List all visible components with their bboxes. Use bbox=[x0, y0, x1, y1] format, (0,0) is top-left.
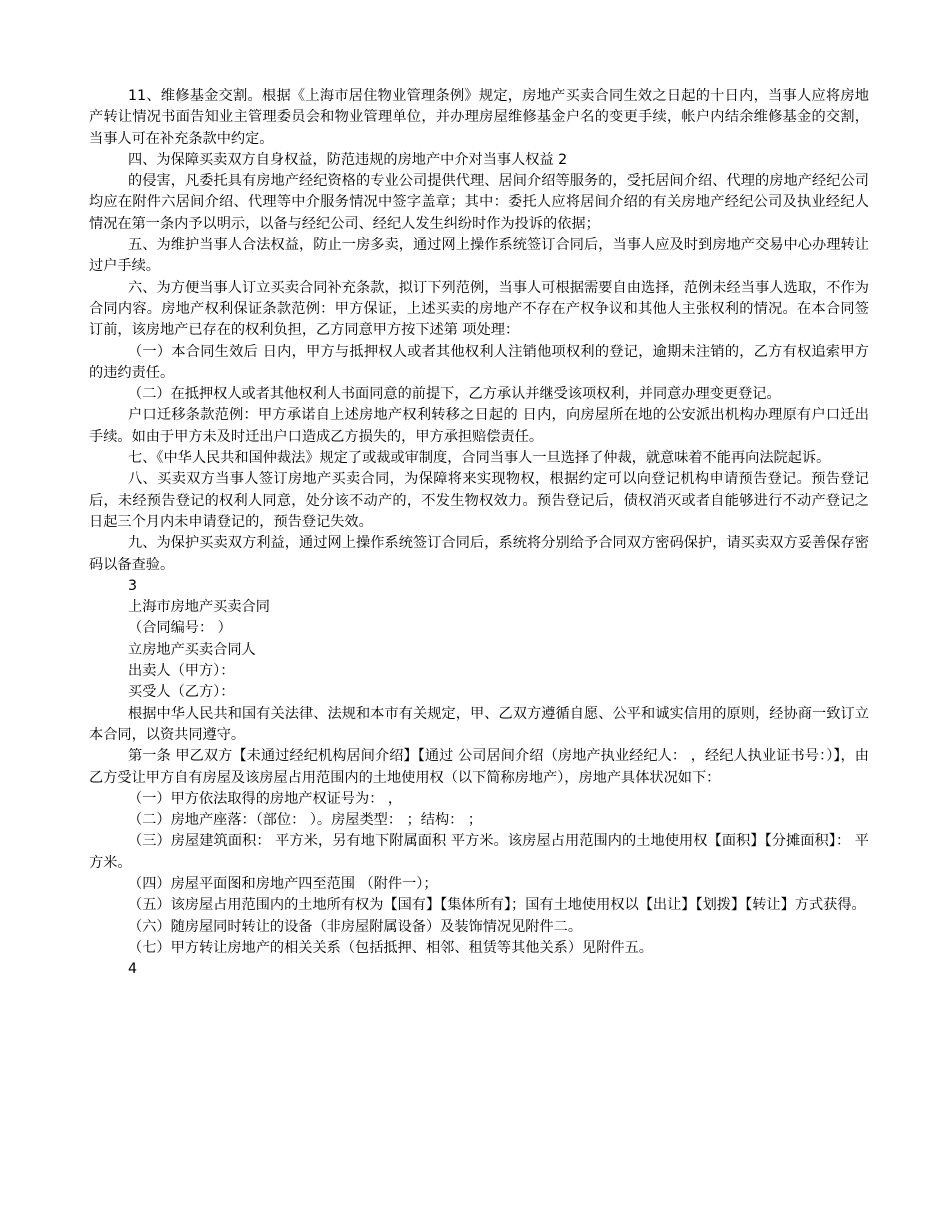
page-number-3: 3 bbox=[128, 577, 138, 594]
paragraph-article-one: 第一条 甲乙双方【未通过经纪机构居间介绍】【通过 公司居间介绍（房地产执业经纪人： ，经纪人执业证书号：）】，由乙方受让甲方自有房屋及该房屋占用范围内的土地使用权（以下简称房地产），房地产具体状况如下： bbox=[89, 748, 869, 786]
paragraph-article-one-item-1: （一）甲方依法取得的房地产权证号为： ， bbox=[128, 790, 403, 807]
paragraph-article-one-item-3: （三）房屋建筑面积： 平方米，另有地下附属面积 平方米。该房屋占用范围内的土地使用权【面积】【分摊面积】： 平方米。 bbox=[89, 833, 869, 871]
contract-parties-heading: 立房地产买卖合同人 bbox=[128, 641, 256, 658]
paragraph-item-seven: 七、《中华人民共和国仲裁法》规定了或裁或审制度，合同当事人一旦选择了仲裁，就意味着不能再向法院起诉。 bbox=[128, 450, 831, 467]
paragraph-clause-one: （一）本合同生效后 日内，甲方与抵押权人或者其他权利人注销他项权利的登记，逾期未注销的，乙方有权追索甲方的违约责任。 bbox=[89, 343, 869, 381]
paragraph-article-one-item-2: （二）房地产座落：（部位： ）。房屋类型： ；结构： ； bbox=[128, 812, 483, 829]
paragraph-clause-two: （二）在抵押权人或者其他权利人书面同意的前提下，乙方承认并继受该项权利，并同意办理变更登记。 bbox=[128, 386, 781, 403]
paragraph-item-eight: 八、买卖双方当事人签订房地产买卖合同，为保障将来实现物权，根据约定可以向登记机构申请预告登记。预告登记后，未经预告登记的权利人同意，处分该不动产的，不发生物权效力。预告登记后，债权消灭或者自能够进行不动产登记之日起三个月内未申请登记的，预告登记失效。 bbox=[89, 471, 869, 530]
paragraph-item-nine: 九、为保护买卖双方利益，通过网上操作系统签订合同后，系统将分别给予合同双方密码保护，请买卖双方妥善保存密码以备查验。 bbox=[89, 535, 869, 573]
paragraph-item-four-continued: 的侵害，凡委托具有房地产经纪资格的专业公司提供代理、居间介绍等服务的，受托居间介绍、代理的房地产经纪公司均应在附件六居间介绍、代理等中介服务情况中签字盖章；其中：委托人应将居间介绍的有关房地产经纪公司及执业经纪人情况在第一条内予以明示，以备与经纪公司、经纪人发生纠纷时作为投诉的依据； bbox=[89, 173, 869, 232]
page-number-4: 4 bbox=[128, 961, 138, 978]
paragraph-item-five: 五、为维护当事人合法权益，防止一房多卖，通过网上操作系统签订合同后，当事人应及时到房地产交易中心办理转让过户手续。 bbox=[89, 237, 869, 275]
document-page bbox=[89, 86, 869, 980]
seller-line: 出卖人（甲方）： bbox=[128, 663, 235, 680]
paragraph-article-one-item-5: （五）该房屋占用范围内的土地所有权为【国有】【集体所有】；国有土地使用权以【出让】【划拨】【转让】方式获得。 bbox=[128, 897, 866, 914]
paragraph-maintenance-fund: 11、维修基金交割。根据《上海市居住物业管理条例》规定，房地产买卖合同生效之日起的十日内，当事人应将房地产转让情况书面告知业主管理委员会和物业管理单位，并办理房屋维修基金户名的变更手续，帐户内结余维修基金的交割，当事人可在补充条款中约定。 bbox=[89, 88, 869, 147]
paragraph-preamble: 根据中华人民共和国有关法律、法规和本市有关规定，甲、乙双方遵循自愿、公平和诚实信用的原则，经协商一致订立本合同，以资共同遵守。 bbox=[89, 705, 869, 743]
paragraph-item-four: 四、为保障买卖双方自身权益，防范违规的房地产中介对当事人权益 2 bbox=[128, 151, 568, 168]
paragraph-article-one-item-4: （四）房屋平面图和房地产四至范围 （附件一）； bbox=[128, 875, 438, 892]
buyer-line: 买受人（乙方）： bbox=[128, 684, 235, 701]
paragraph-article-one-item-6: （六）随房屋同时转让的设备（非房屋附属设备）及装饰情况见附件二。 bbox=[128, 918, 583, 935]
paragraph-item-six: 六、为方便当事人订立买卖合同补充条款，拟订下列范例，当事人可根据需要自由选择，范例未经当事人选取，不作为合同内容。房地产权利保证条款范例：甲方保证，上述买卖的房地产不存在产权争议和其他人主张权利的情况。在本合同签订前，该房地产已存在的权利负担，乙方同意甲方按下述第 项处理： bbox=[89, 279, 869, 339]
paragraph-article-one-item-7: （七）甲方转让房地产的相关关系（包括抵押、相邻、租赁等其他关系）见附件五。 bbox=[128, 939, 653, 956]
contract-number: （合同编号： ） bbox=[128, 620, 232, 637]
contract-title: 上海市房地产买卖合同 bbox=[128, 599, 270, 616]
paragraph-household-registration: 户口迁移条款范例：甲方承诺自上述房地产权利转移之日起的 日内，向房屋所在地的公安派出机构办理原有户口迁出手续。如由于甲方未及时迁出户口造成乙方损失的，甲方承担赔偿责任。 bbox=[89, 407, 869, 445]
